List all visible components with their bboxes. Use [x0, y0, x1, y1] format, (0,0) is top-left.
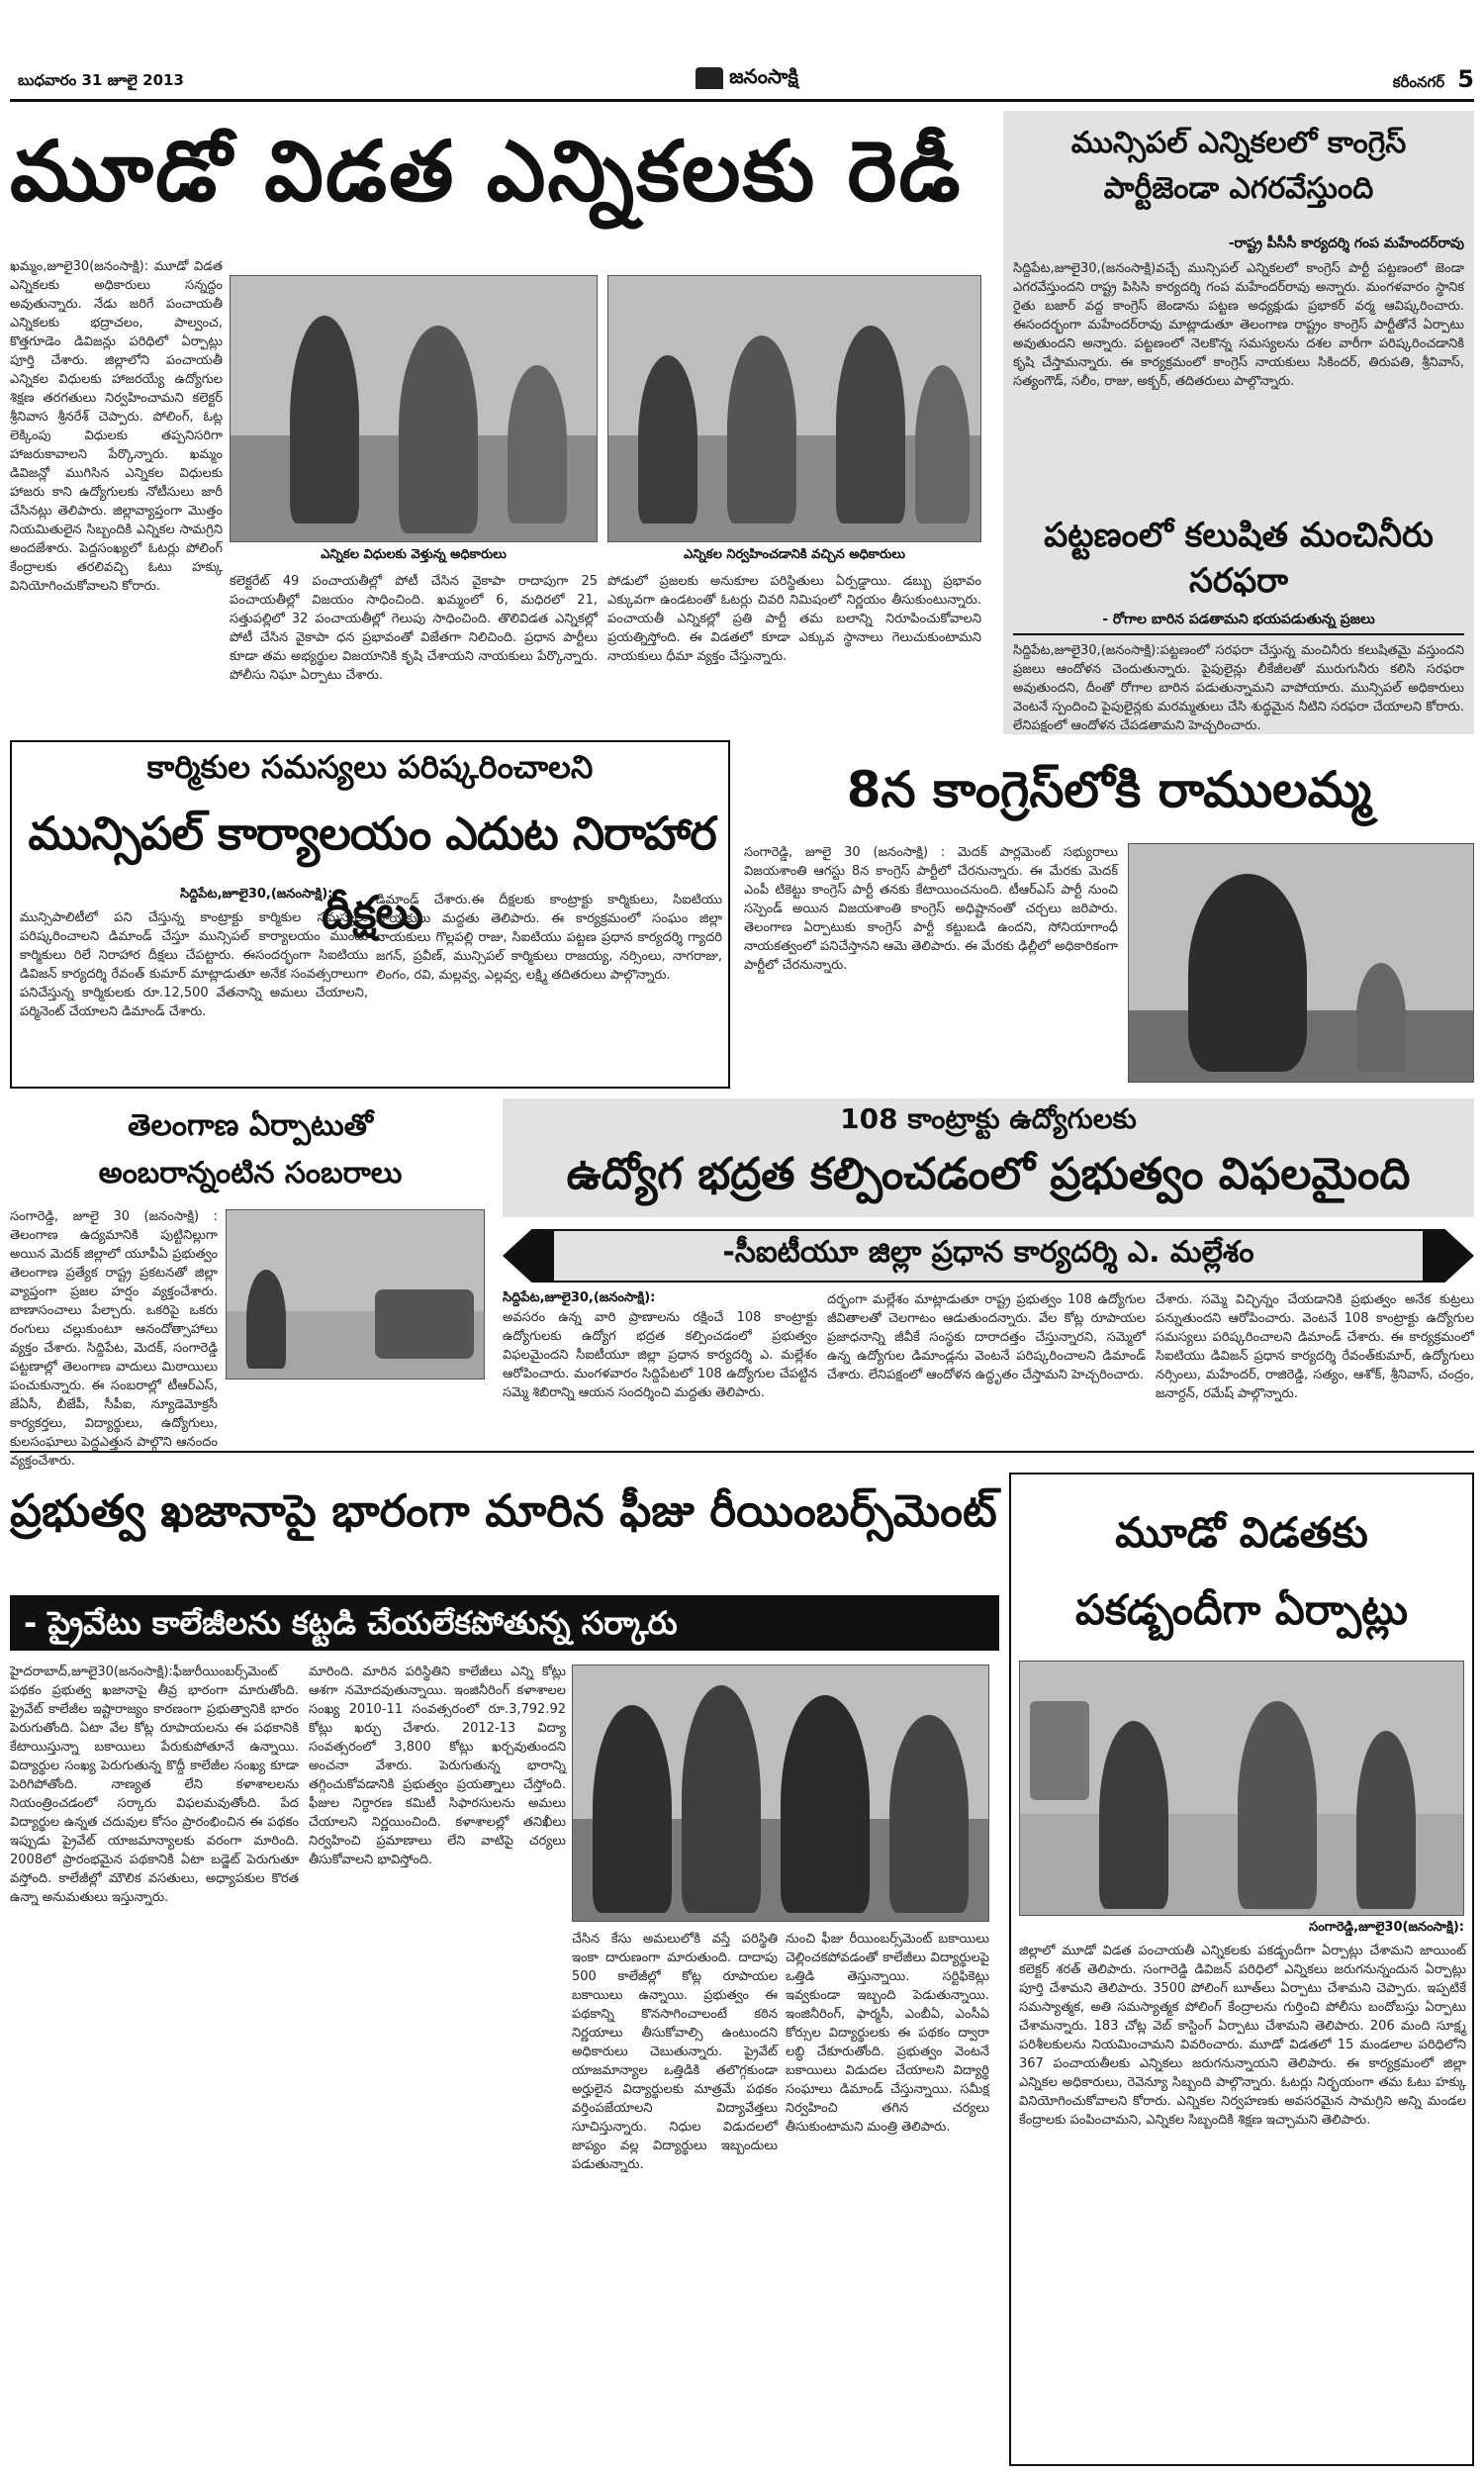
header-date: బుధవారం 31 జూలై 2013 — [18, 71, 184, 89]
story7-subhead-band — [10, 1595, 999, 1651]
story3-col2: డిమాండ్ చేశారు.ఈ దీక్షలకు కాంట్రాక్టు కార్మికులు, సిఐటియు నాయకులు మద్దతు తెలిపారు. ఈ కార్యక్రమంలో సంఘం జిల్లా నాయకులు గొల్లపల్లి రాజు, సిఐటియు పట్టణ ప్రధాన కార్యదర్శి గ్యాదరి జగన్, ప్రవీణ్, మున్సిపల్ కార్మికులు రాజయ్య, నర్సింలు, నాగరాజు, లింగం, రవి, మల్లవ్వ, ఎల్లవ్వ, లక్ష్మి తదితరులు పాల్గొన్నారు. — [376, 893, 722, 983]
story6-col2: దర్భంగా మల్లేశం మాట్లాడుతూ రాష్ట్ర ప్రభుత్వం 108 ఉద్యోగుల జీవితాలతో చెలగాటం ఆడుతుందన్నారు. వేల కోట్ల రూపాయల ప్రజాధనాన్ని జీవీకే సంస్థకు దారాదత్తం చేస్తున్నారని, సమ్మెలో ఉన్న ఉద్యోగుల డిమాండ్లను వెంటనే పరిష్కరించాలని డిమాండ్ చేశారు. లేనిపక్షంలో ఆందోళన ఉద్ధృతం చేస్తామని హెచ్చరించారు. — [827, 1292, 1146, 1382]
section-rule — [10, 1451, 1474, 1453]
story6-headline: ఉద్యోగ భద్రత కల్పించడంలో ప్రభుత్వం విఫలమైంది — [566, 1149, 1411, 1199]
masthead-emblem-icon — [696, 67, 723, 89]
header-rule — [10, 99, 1474, 102]
story3-col1: మున్సిపాలిటీలో పని చేస్తున్న కాంట్రాక్టు కార్మికుల సమస్యలు పరిష్కరించాలని డిమాండ్ చేస్తూ మున్సిపల్ కార్యాలయం ముందు కార్మికులు రిలే నిరాహార దీక్షలు చేపట్టారు. ఈసందర్భంగా సిఐటియు డివిజన్ కార్యదర్శి రేవంత్ కుమార్ మాట్లాడుతూ అనేక సంవత్సరాలుగా పనిచేస్తున్న కార్మికులకు రూ.12,500 వేతనాన్ని అమలు చేయాలని, పర్మినెంట్ చేయాలని డిమాండ్ చేశారు. — [20, 910, 368, 1019]
story8-photo — [1019, 1661, 1464, 1916]
story5-photo — [226, 1209, 485, 1380]
story4-headline: 8న కాంగ్రెస్‌లోకి రాములమ్మ — [846, 761, 1372, 818]
story-municipal-hunger-strike — [10, 740, 730, 1089]
story7-col4: నుంచి ఫీజు రీయింబర్స్‌మెంట్ బకాయిలు చెల్లించకపోవడంతో కాలేజీలు విద్యార్థులపై ఒత్తిడి తెస్తున్నాయి. సర్టిఫికెట్లు ఇవ్వకుండా ఇబ్బంది పెడుతున్నాయి. ఇంజినీరింగ్, ఫార్మసీ, ఎంబీఏ, ఎంసీఏ కోర్సుల విద్యార్థులకు ఈ పథకం ద్వారా లబ్ధి చేకూరుతోంది. ప్రభుత్వం వెంటనే బకాయిలు విడుదల చేయాలని విద్యార్థి సంఘాలు డిమాండ్ చేస్తున్నాయి. సమీక్ష నిర్వహించి తగిన చర్యలు తీసుకుంటామని మంత్రి తెలిపారు. — [786, 1932, 989, 2135]
story8-headline — [1011, 1494, 1472, 1649]
story3-dateline: సిద్దిపేట,జూలై30,(జనంసాక్షి): — [180, 887, 333, 902]
story7-headline: ప్రభుత్వ ఖజానాపై భారంగా మారిన ఫీజు రీయింబర్స్‌మెంట్ — [10, 1484, 997, 1537]
story5-body-wide — [226, 1385, 485, 1439]
story3-kicker: కార్మికుల సమస్యలు పరిష్కరించాలని — [146, 748, 594, 786]
story7-photo-students — [572, 1665, 989, 1922]
page-number: 5 — [1457, 65, 1474, 93]
story6-kicker: 108 కాంట్రాక్టు ఉద్యోగులకు — [840, 1102, 1137, 1135]
story2-headline — [1013, 121, 1464, 212]
story1-caption-right: ఎన్నికల నిర్వహించడానికి వచ్చిన అధికారులు — [683, 547, 905, 562]
masthead — [653, 61, 841, 95]
story2-sub-byline: - రోగాల బారిన పడతామని భయపడుతున్న ప్రజలు — [1102, 612, 1375, 627]
story2-headline-line2: పార్టీజెండా ఎగరవేస్తుంది — [1103, 171, 1374, 206]
story7-col1: హైదరాబాద్,జూలై30(జనంసాక్షి):ఫీజురీయింబర్స్‌మెంట్ పథకం ప్రభుత్వ ఖజానాపై తీవ్ర భారంగా మారుతోంది. ప్రైవేట్ కాలేజీల ఇష్టారాజ్యం కారణంగా ప్రభుత్వానికి భారం పెరుగుతోంది. ఏటా వేల కోట్ల రూపాయలను ఈ పథకానికి కేటాయిస్తున్నా బకాయిలు పేరుకుపోతూనే ఉన్నాయి. విద్యార్థుల సంఖ్య పెరుగుతున్న కొద్దీ కాలేజీల సంఖ్య కూడా పెరిగిపోతోంది. నాణ్యత లేని కళాశాలలను నియంత్రించడంలో సర్కారు విఫలమవుతోంది. పేద విద్యార్థుల ఉన్నత చదువుల కోసం ప్రారంభించిన ఈ పథకం ఇప్పుడు ప్రైవేట్ యాజమాన్యాలకు వరంగా మారింది. 2008లో ప్రారంభమైన పథకానికి ఏటా బడ్జెట్ పెరుగుతూ వస్తోంది. కాలేజీల్లో మౌలిక వసతులు, అధ్యాపకుల కొరత ఉన్నా అనుమతులు ఇస్తున్నారు. — [10, 1665, 299, 1905]
story1-col1: ఖమ్మం,జూలై30(జనంసాక్షి): మూడో విడత ఎన్నికలకు అధికారులు సన్నద్ధం అవుతున్నారు. నేడు జరిగే పంచాయతీ ఎన్నికలకు భద్రాచలం, పాల్వంచ, కొత్తగూడెం డివిజన్లు పరిధిలో ఏర్పాట్లు పూర్తి చేశారు. జిల్లాలోని పంచాయతీ ఎన్నికల విధులకు హాజరయ్యే ఉద్యోగుల శిక్షణ తరగతులు నిర్వహించామని కలెక్టర్ శ్రీనివాస శ్రీనరేశ్ చెప్పారు. పోలింగ్, ఓట్ల లెక్కింపు విధులకు తప్పనిసరిగా హాజరుకావాలని పేర్కొన్నారు. ఖమ్మం డివిజన్లో ముగిసిన ఎన్నికల విధులకు హాజరు కాని ఉద్యోగులకు నోటీసులు జారీ చేసినట్లు తెలిపారు. జిల్లావ్యాప్తంగా మొత్తం నియమితులైన సిబ్బందికి ఎన్నికల సామగ్రిని అందజేశారు. పెద్దసంఖ్యలో ఓటర్లు పోలింగ్ కేంద్రాలకు తరలివచ్చి ఓటు హక్కు వినియోగించుకోవాలని కోరారు. — [10, 259, 223, 594]
story8-body: జిల్లాలో మూడో విడత పంచాయతీ ఎన్నికలకు పకడ్బందీగా ఏర్పాట్లు చేశామని జాయింట్ కలెక్టర్ శరత్ తెలిపారు. సంగారెడ్డి డివిజన్ పరిధిలో ఎన్నికలు జరుగనున్నందున ఏర్పాట్లు పూర్తి చేశామని తెలిపారు. 3500 పోలింగ్ బూత్‌లు ఏర్పాటు చేశామని చెప్పారు. ఇప్పటికే సమస్యాత్మక, అతి సమస్యాత్మక పోలింగ్ కేంద్రాలను గుర్తించి పోలీసు బందోబస్తు ఏర్పాటు చేశామన్నారు. 183 చోట్ల వెబ్ కాస్టింగ్ ఏర్పాటు చేశామని తెలిపారు. 206 మంది సూక్ష్మ పరిశీలకులను నియమించామని వివరించారు. మూడో విడతలో 15 మండలాల పరిధిలోని 367 పంచాయతీలకు ఎన్నికలు జరుగనున్నాయని తెలిపారు. ఈ కార్యక్రమంలో జిల్లా ఎన్నికల అధికారులు, రెవెన్యూ సిబ్బంది పాల్గొన్నారు. ఓటర్లు నిర్భయంగా తమ ఓటు హక్కు వినియోగించుకోవాలని కోరారు. ఎన్నికల నిర్వహణకు అవసరమైన సామగ్రిని అన్ని మండల కేంద్రాలకు పంపించామని, ఎన్నికల సిబ్బందికి శిక్షణ ఇచ్చామని తెలిపారు. — [1019, 1944, 1466, 2128]
story1-headline: మూడో విడత ఎన్నికలకు రెడీ — [10, 123, 963, 220]
story1-photo-left — [230, 275, 598, 542]
story2-sub-line1: పట్టణంలో కలుషిత మంచినీరు — [1044, 516, 1434, 555]
story7-subhead: - ప్రైవేటు కాలేజీలను కట్టడి చేయలేకపోతున్న సర్కారు — [24, 1604, 678, 1642]
story8-headline-line1: మూడో విడతకు — [1115, 1508, 1368, 1557]
header-right — [1276, 65, 1474, 95]
story-congress-municipal-box — [1003, 111, 1474, 734]
story2-subheadline — [1013, 513, 1464, 604]
story6-col1: అవసరం ఉన్న వారి ప్రాణాలను రక్షించే 108 కాంట్రాక్టు ఉద్యోగులకు ఉద్యోగ భద్రత కల్పించడంలో ప్రభుత్వం విఫలమైందని సీఐటీయూ జిల్లా ప్రధాన కార్యదర్శి ఎ. మల్లేశం ఆరోపించారు. మంగళవారం సిద్దిపేటలో 108 ఉద్యోగుల చేపట్టిన సమ్మె శిబిరాన్ని ఆయన సందర్శించి మద్దతు తెలిపారు. — [503, 1310, 817, 1400]
story1-col2: కలెక్టరేట్ 49 పంచాయతీల్లో పోటీ చేసిన వైకాపా రాదాపుగా 25 పంచాయతీల్లో విజయం సాధించింది. ఖమ్మంలో 6, మధిరలో 21, సత్తుపల్లిలో 32 పంచాయతీల్లో గెలుపు సాధించింది. తొలివిడత ఎన్నికల్లో పోటీ చేసిన వైకాపా ధన ప్రభావంతో విజేతగా నిలిచింది. ప్రధాన పార్టీలు కూడా తమ అభ్యర్థుల విజయానికి కృషి చేశాయని నాయకులు పేర్కొన్నారు. పోలీసు నిఘా ఏర్పాటు చేశారు. — [230, 574, 598, 683]
story4-photo — [1128, 843, 1474, 1083]
story1-caption-left: ఎన్నికల విధులకు వెళ్తున్న అధికారులు — [321, 547, 507, 562]
story2-sub-body: సిద్దిపేట,జూలై30,(జనంసాక్షి):పట్టణంలో సరఫరా చేస్తున్న మంచినీరు కలుషితమై వస్తుందని ప్రజలు ఆందోళన చెందుతున్నారు. పైపులైన్లు లీకేజీలతో మురుగునీరు కలిసి సరఫరా అవుతుందని, దీంతో రోగాల బారిన పడుతున్నామని వాపోయారు. మున్సిపల్ అధికారులు వెంటనే స్పందించి పైపులైన్లకు మరమ్మతులు చేసి శుద్ధమైన నీటిని సరఫరా చేయాలని కోరారు. లేనిపక్షంలో ఆందోళన చేపడతామని హెచ్చరించారు. — [1013, 643, 1464, 733]
story5-headline-line2: అంబరాన్నంటిన సంబరాలు — [98, 1156, 403, 1190]
masthead-title: జనంసాక్షి — [729, 63, 798, 88]
story2-sub-line2: సరఫరా — [1188, 561, 1289, 601]
story3-headline: మున్సిపల్ కార్యాలయం ఎదుట నిరాహార దీక్షలు — [28, 807, 716, 939]
story2-body: సిద్దిపేట,జూలై30,(జనంసాక్షి)వచ్చే మున్సిపల్ ఎన్నికలలో కాంగ్రెస్ పార్టీ పట్టణంలో జెండా ఎగరవేస్తుందని రాష్ట్ర పిసిసి కార్యదర్శి గంప మహేందర్‌రావు అన్నారు. మంగళవారం స్థానిక రైతు బజార్ వద్ద కాంగ్రెస్ జెండాను పట్టణ అధ్యక్షుడు ప్రభాకర్ వర్మ ఆవిష్కరించారు. ఈసందర్భంగా మహేందర్‌రావు మాట్లాడుతూ తెలంగాణ రాష్ట్రం కాంగ్రెస్ పార్టీతోనే ఏర్పాటు అవుతుందని అన్నారు. పట్టణంలో నెలకొన్న సమస్యలను దశల వారీగా పరిష్కరించడానికి కృషి చేస్తామన్నారు. ఈ కార్యక్రమంలో కాంగ్రెస్ నాయకులు సికిందర్, తిరుపతి, శ్రీనివాస్, సత్యంగౌడ్, సలీం, రాజు, అక్బర్, తదితరులు పాల్గొన్నారు. — [1013, 261, 1464, 389]
story1-col1-continued — [10, 598, 223, 720]
story1-col3: పోడులో ప్రజలకు అనుకూల పరిస్థితులు ఏర్పడ్డాయి. డబ్బు ప్రభావం ఎక్కువగా ఉండటంతో ఓటర్లు చివరి నిమిషంలో నిర్ణయం తీసుకుంటున్నారు. పంచాయతీ ఎన్నికల్లో ప్రతి పార్టీ తమ బలాన్ని నిరూపించుకోవాలని ప్రయత్నిస్తోంది. ఈ విడతలో కూడా ఎక్కువ స్థానాలు గెలుచుకుంటామని నాయకులు ధీమా వ్యక్తం చేస్తున్నారు. — [607, 574, 981, 664]
story8-headline-line2: పకడ్బందీగా ఏర్పాట్లు — [1075, 1585, 1408, 1634]
story5-headline-line1: తెలంగాణ ఏర్పాటుతో — [128, 1108, 373, 1143]
story2-headline-line1: మున్సిపల్ ఎన్నికలలో కాంగ్రెస్ — [1070, 126, 1407, 160]
story8-photo-caption: సంగారెడ్డి,జూలై30(జనంసాక్షి): — [1309, 1920, 1464, 1935]
story-third-phase-arrangements — [1009, 1473, 1474, 2466]
story7-col3: చేసిన కేసు అమలులోకి వస్తే పరిస్థితి ఇంకా దారుణంగా మారుతుంది. దాదాపు 500 కాలేజీల్లో కోట్ల రూపాయల బకాయిలు ఉన్నాయి. ప్రభుత్వం ఈ పథకాన్ని కొనసాగించాలంటే కఠిన నిర్ణయాలు తీసుకోవాల్సి ఉంటుందని అధికారులు చెబుతున్నారు. ప్రైవేట్ యాజమాన్యాల ఒత్తిడికి తలొగ్గకుండా అర్హులైన విద్యార్థులకు మాత్రమే పథకం వర్తింపజేయాలని విద్యావేత్తలు సూచిస్తున్నారు. నిధుల విడుదలలో జాప్యం వల్ల విద్యార్థులు ఇబ్బందులు పడుతున్నారు. — [572, 1932, 778, 2172]
story5-headline — [10, 1102, 491, 1197]
story4-body: సంగారెడ్డి, జూలై 30 (జనంసాక్షి) : మెదక్ పార్లమెంట్ సభ్యురాలు విజయశాంతి ఆగస్టు 8న కాంగ్రెస్ పార్టీలో చేరనున్నారు. ఈ మేరకు మెదక్ ఎంపీ టికెట్టు కాంగ్రెస్ పార్టీ తనకు కేటాయించనుంది. టీఆర్‌ఎస్ పార్టీ నుంచి సస్పెండ్ అయిన విజయశాంతి కాంగ్రెస్ అధిష్టానంతో చర్చలు జరిపారు. తెలంగాణ ఏర్పాటుకు కాంగ్రెస్ పార్టీ కట్టుబడి ఉందని, సోనియాగాంధీ నాయకత్వంలో పనిచేస్తానని ఆమె తెలిపారు. ఈ మేరకు ఢిల్లీలో అధికారికంగా పార్టీలో చేరనున్నారు. — [744, 845, 1118, 973]
header-city: కరీంనగర్ — [1392, 73, 1445, 91]
story6-byline-text: -సీఐటీయూ జిల్లా ప్రధాన కార్యదర్శి ఎ. మల్లేశం — [722, 1235, 1254, 1270]
story2-byline: -రాష్ట్ర పీసీసీ కార్యదర్శి గంప మహేందర్‌రావు — [1228, 236, 1464, 251]
story1-photo-right — [607, 275, 981, 542]
story5-body: సంగారెడ్డి, జూలై 30 (జనంసాక్షి) : తెలంగాణ ఉద్యమానికి పుట్టినిల్లుగా అయిన మెదక్ జిల్లాలో యూపీఏ ప్రభుత్వం తెలంగాణ ప్రత్యేక రాష్ట్ర ప్రకటనతో జిల్లా వ్యాప్తంగా ప్రజల హర్షం వ్యక్తంచేశారు. బాణాసంచాలు పేల్చారు. ఒకరిపై ఒకరు రంగులు చల్లుకుంటూ ఆనందోత్సాహాలు వ్యక్తం చేశారు. సిద్దిపేట, మెదక్, సంగారెడ్డి పట్టణాల్లో తెలంగాణ వాదులు మిఠాయిలు పంచుకున్నారు. ఈ సంబరాల్లో టీఆర్‌ఎస్, జేఏసీ, బీజేపీ, సీపీఐ, న్యూడెమోక్రసీ కార్యకర్తలు, విద్యార్థులు, ఉద్యోగులు, కులసంఘాలు పెద్దఎత్తున పాల్గొని ఆనందం వ్యక్తంచేశారు. — [10, 1209, 218, 1469]
story6-dateline: సిద్దిపేట,జూలై30,(జనంసాక్షి): — [503, 1290, 656, 1305]
story7-col2: మారింది. మారిన పరిస్థితిని కాలేజీలు ఎన్ని కోట్లు ఆశగా నమోదవుతున్నాయి. ఇంజినీరింగ్ కళాశాలల సంఖ్య 2010-11 సంవత్సరంలో రూ.3,792.92 కోట్లు ఖర్చు చేశారు. 2012-13 విద్యా సంవత్సరంలో 3,800 కోట్లు ఖర్చవుతుందని అంచనా వేశారు. పెరుగుతున్న భారాన్ని తగ్గించుకోవడానికి ప్రభుత్వం ప్రయత్నాలు చేస్తోంది. ఫీజుల నిర్ధారణ కమిటీ సిఫారసులను అమలు చేయాలని నిర్ణయించింది. కళాశాలల్లో తనిఖీలు నిర్వహించి ప్రమాణాలు లేని వాటిపై చర్యలు తీసుకోవాలని భావిస్తోంది. — [309, 1665, 566, 1867]
story6-byline — [554, 1231, 1423, 1281]
story6-col3: చేశారు. సమ్మె విచ్ఛిన్నం చేయడానికి ప్రభుత్వం అనేక కుట్రలు పన్నుతుందని ఆరోపించారు. వెంటనే 108 కాంట్రాక్టు ఉద్యోగుల సమస్యలు పరిష్కరించాలని డిమాండ్ చేశారు. ఈ కార్యక్రమంలో సిఐటియు డివిజన్ ప్రధాన కార్యదర్శి రేవంత్‌కుమార్, ఉద్యోగులు నర్సింలు, మహేందర్, రాజిరెడ్డి, సత్యం, ఆశోక్, శ్రీనివాస్, చంద్రం, జనార్దన్, రమేష్ పాల్గొన్నారు. — [1156, 1292, 1474, 1401]
